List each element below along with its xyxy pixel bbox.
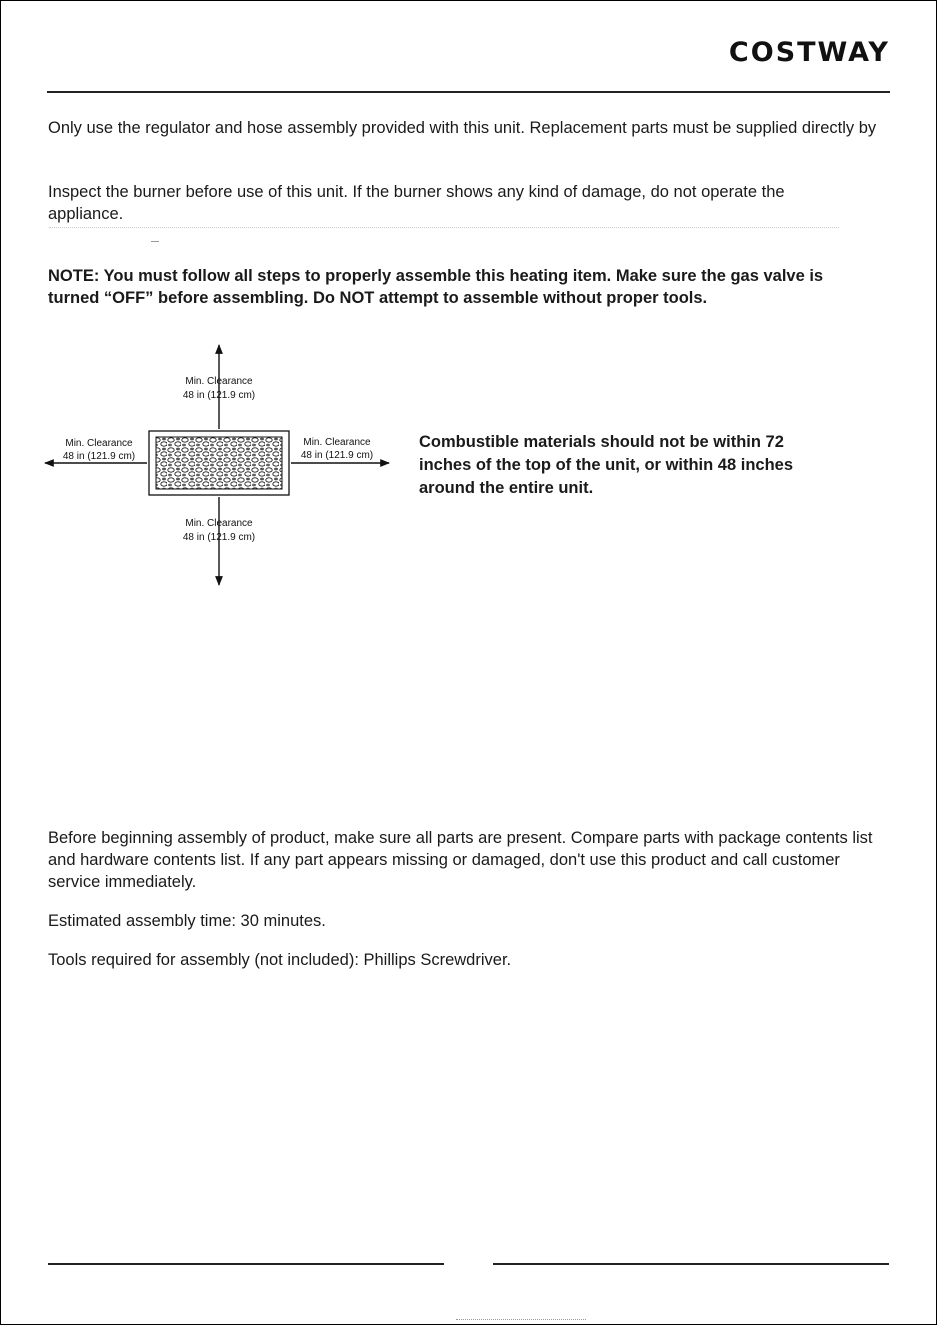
tools-required: Tools required for assembly (not included): Phillips Screwdriver. xyxy=(48,951,512,969)
bottom-clearance-value: 48 in (121.9 cm) xyxy=(182,532,256,543)
assembly-time: Estimated assembly time: 30 minutes. xyxy=(48,912,326,930)
bottom-clearance-label: Min. Clearance xyxy=(185,518,253,529)
faded-page-number xyxy=(456,1319,586,1320)
brand-logo: COSTWAY xyxy=(728,37,890,68)
top-clearance-label: Min. Clearance xyxy=(185,376,253,387)
faded-dash xyxy=(151,241,159,242)
top-clearance-value: 48 in (121.9 cm) xyxy=(182,390,256,401)
clearance-diagram xyxy=(41,337,401,593)
header-divider xyxy=(47,91,890,93)
footer-divider-left xyxy=(48,1263,444,1265)
parts-check-paragraph: Before beginning assembly of product, make sure all parts are present. Compare parts with package contents list and hardware contents list. If any part appears missing or damaged, don't use this product and call customer service immediately. xyxy=(48,829,873,891)
right-clearance-label: Min. Clearance xyxy=(303,437,371,448)
assembly-note: NOTE: You must follow all steps to properly assemble this heating item. Make sure the gas valve is turned “OFF” before assembling. Do NOT attempt to assemble without proper tools. xyxy=(48,267,824,307)
faded-text-line xyxy=(49,227,839,232)
burner-paragraph: Inspect the burner before use of this unit. If the burner shows any kind of damage, do not operate the appliance. xyxy=(48,183,785,223)
combustible-warning: Combustible materials should not be within 72 inches of the top of the unit, or within 48 inches around the entire unit. xyxy=(419,433,794,497)
footer-divider-right xyxy=(493,1263,889,1265)
left-clearance-label: Min. Clearance xyxy=(65,438,133,449)
left-clearance-value: 48 in (121.9 cm) xyxy=(62,451,136,462)
regulator-paragraph: Only use the regulator and hose assembly provided with this unit. Replacement parts must be supplied directly by xyxy=(48,119,877,137)
right-clearance-value: 48 in (121.9 cm) xyxy=(300,450,374,461)
lava-rock-bed xyxy=(156,437,282,489)
